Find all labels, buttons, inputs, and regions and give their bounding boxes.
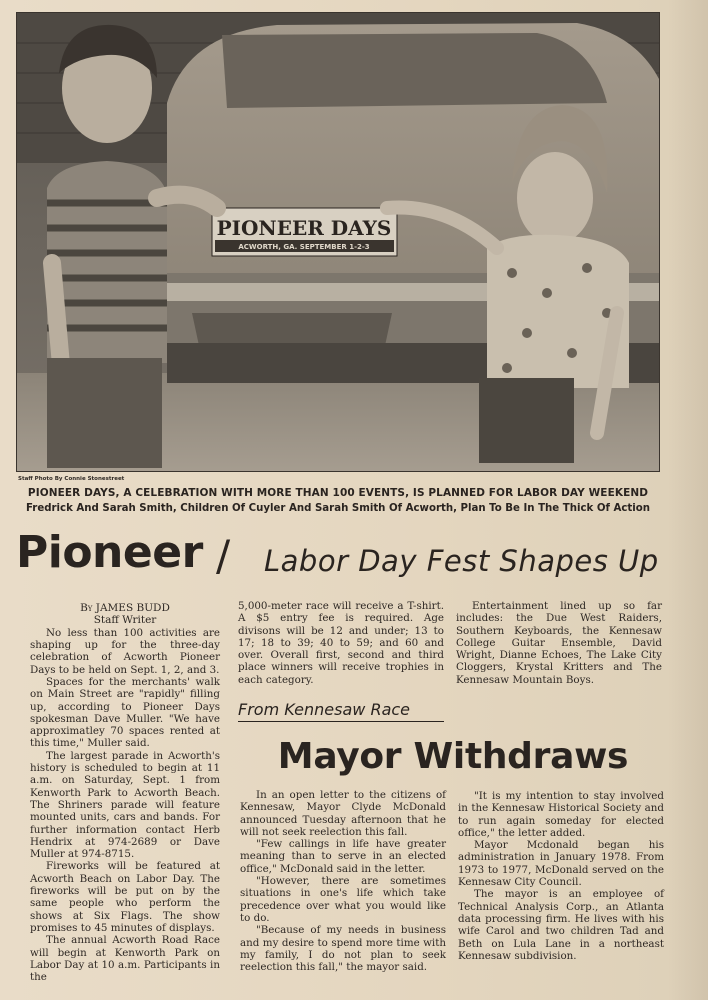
photo-caption-headline: PIONEER DAYS, A CELEBRATION WITH MORE THAN 100 EVENTS, IS PLANNED FOR LABOR DAY WEEKEND [27, 487, 649, 499]
sticker-subtitle: ACWORTH, GA. SEPTEMBER 1-2-3 [238, 243, 370, 251]
article1-paragraph: Fireworks will be featured at Acworth Beach on Labor Day. The fireworks will be put on by the same people who perform the shows at Six Flags. The show promises to 45 minutes of displays. [30, 860, 220, 934]
article2-paragraph: "However, there are sometimes situations in one's life which take precedence over what you would like to do. [240, 875, 446, 924]
article2-paragraph: "Because of my needs in business and my desire to spend more time with my family, I do not plan to seek reelection this fall," the mayor said. [240, 924, 446, 974]
article1-paragraph: The annual Acworth Road Race will begin at Kenworth Park on Labor Day at 10 a.m. Participants in the [30, 934, 220, 984]
photo-credit: Staff Photo By Connie Stonestreet [18, 476, 125, 482]
headline-subtitle: Labor Day Fest Shapes Up [264, 544, 659, 578]
sticker-title: PIONEER DAYS [216, 216, 392, 240]
article2-headline: Mayor Withdraws [277, 736, 629, 777]
article2-kicker: From Kennesaw Race [238, 700, 444, 722]
article1-paragraph: Spaces for the merchants' walk on Main Street are "rapidly" filling up, according to Pioneer Days spokesman Dave Muller. "We have approximatley 70 spaces rented at this time," Muller said. [30, 676, 220, 750]
news-photo [16, 12, 660, 472]
byline [30, 602, 220, 627]
byline-title: Staff Writer [93, 614, 157, 627]
byline-name: By JAMES BUDD [80, 602, 170, 614]
article2-column2 [458, 790, 664, 962]
article2-paragraph: "It is my intention to stay involved in the Kennesaw Historical Society and to run again someday for elected office," the letter added. [458, 790, 664, 839]
article1-paragraph: The largest parade in Acworth's history is scheduled to begin at 11 a.m. on Saturday, Sept. 1 from Kenworth Park to Acworth Beach. The Shriners parade will feature mounted units, cars and bands. For further information contact Herb Hendrix at 974-2689 or Dave Muller at 974-8715. [30, 749, 220, 861]
article2-paragraph: "Few callings in life have greater meaning than to serve in an elected office," McDonald said in the letter. [240, 838, 446, 875]
article2-paragraph: Mayor Mcdonald began his administration in January 1978. From 1973 to 1977, McDonald served on the Kennesaw City Council. [458, 839, 664, 889]
article1-column1 [30, 602, 220, 983]
article1-paragraph: 5,000-meter race will receive a T-shirt. A $5 entry fee is required. Age divisons will be 12 and under; 13 to 17; 18 to 39; 40 to 59; and 60 and over. Overall first, second and third place winners will receive trophies in each category. [238, 600, 444, 686]
article1-paragraph: No less than 100 activities are shaping up for the three-day celebration of Acworth Pioneer Days to be held on Sept. 1, 2, and 3. [30, 626, 220, 676]
article2-paragraph: In an open letter to the citizens of Kennesaw, Mayor Clyde McDonald announced Tuesday afternoon that he will not seek reelection this fall. [240, 789, 446, 838]
main-headline [16, 527, 676, 585]
headline-main: Pioneer [16, 527, 203, 578]
page-edge-shadow [668, 0, 708, 1000]
article1-paragraph: Entertainment lined up so far includes: the Due West Raiders, Southern Keyboards, the Kennesaw College Guitar Ensemble, David Wright, Dianne Echoes, The Lake City Cloggers, Krystal Kritters and The Kennesaw Mountain Boys. [456, 600, 662, 686]
photo-illustration [17, 13, 660, 472]
article2-column1 [240, 789, 446, 973]
headline-slash: / [216, 531, 231, 580]
article1-column2 [238, 600, 444, 686]
photo-caption-subline: Fredrick And Sarah Smith, Children Of Cuyler And Sarah Smith Of Acworth, Plan To Be In The Thick Of Action [25, 503, 650, 514]
article1-column3 [456, 600, 662, 686]
article2-paragraph: The mayor is an employee of Technical Analysis Corp., an Atlanta data processing firm. He lives with his wife Carol and two children Tad and Beth on Lula Lane in a northeast Kennesaw subdivision. [458, 888, 664, 962]
